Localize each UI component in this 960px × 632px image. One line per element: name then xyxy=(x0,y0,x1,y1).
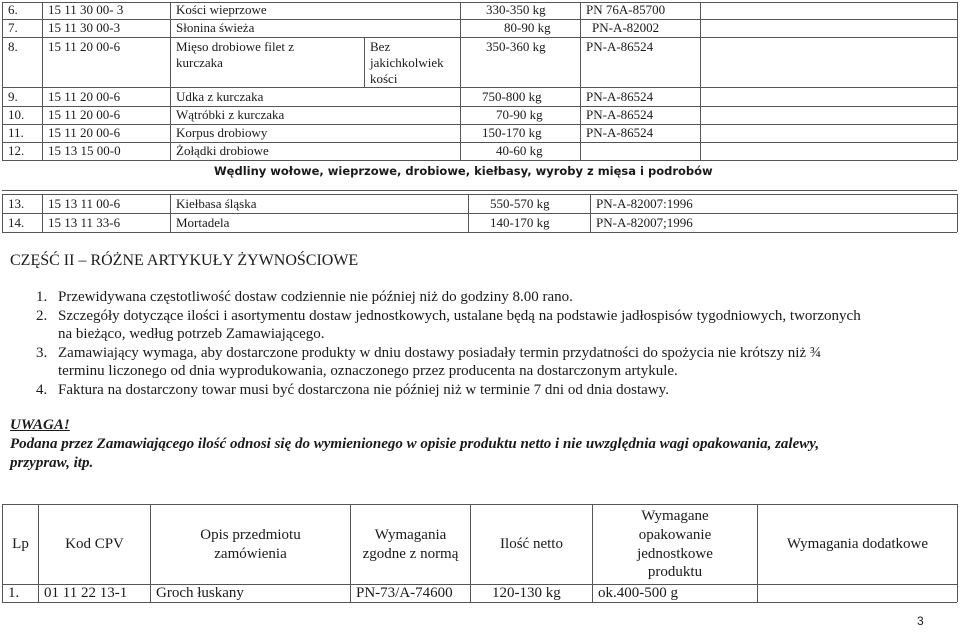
row-name: Kiełbasa śląska xyxy=(176,196,257,211)
row-cpv: 15 11 20 00-6 xyxy=(48,39,121,54)
row-name: Słonina świeża xyxy=(176,20,255,35)
row-pkg: PN-A-82007:1996 xyxy=(596,196,693,211)
row-cpv: 15 11 20 00-6 xyxy=(48,107,121,122)
row-pkg: ok.400-500 g xyxy=(598,585,678,601)
row-name-line1: Mięso drobiowe filet z xyxy=(176,39,295,54)
list-item-number: 1. xyxy=(36,289,48,305)
row-name: Żołądki drobiowe xyxy=(176,143,269,158)
row-cpv: 15 11 20 00-6 xyxy=(48,125,121,140)
row-name: Wątróbki z kurczaka xyxy=(176,107,285,122)
row-lp: 6. xyxy=(8,2,18,17)
list-item-number: 4. xyxy=(36,382,48,398)
list-item-text: Szczegóły dotyczące ilości i asortymentu dostaw jednostkowych, ustalane będą na podstawie jadłospisów tygodniowych, tworzonych xyxy=(58,308,861,324)
row-norm-line1: Bez xyxy=(370,39,391,54)
row-name-line2: kurczaka xyxy=(176,55,223,70)
row-name: Udka z kurczaka xyxy=(176,89,264,104)
row-qty: 120-130 kg xyxy=(492,585,561,601)
header-packaging-line1: Wymagane xyxy=(641,508,709,524)
warning-text-line1: Podana przez Zamawiającego ilość odnosi się do wymienionego w opisie produktu netto i nie uwzględnia wagi opakowania, zalewy, xyxy=(10,436,820,452)
row-lp: 10. xyxy=(8,107,25,122)
row-pkg: PN-A-82002 xyxy=(592,20,660,35)
part-2-heading: CZĘŚĆ II – RÓŻNE ARTYKUŁY ŻYWNOŚCIOWE xyxy=(10,252,359,269)
page-number: 3 xyxy=(917,614,924,628)
header-norm-line1: Wymagania xyxy=(374,526,447,543)
row-lp: 8. xyxy=(8,39,18,54)
header-lp-text: Lp xyxy=(12,536,29,553)
header-norm xyxy=(351,505,470,584)
row-cpv: 15 13 15 00-0 xyxy=(48,143,121,158)
header-quantity xyxy=(471,505,592,584)
row-pkg: PN 76A-85700 xyxy=(586,2,666,17)
row-qty: 40-60 kg xyxy=(496,143,543,158)
warning-text-line2: przypraw, itp. xyxy=(10,455,94,471)
row-lp: 7. xyxy=(8,20,18,35)
row-lp: 13. xyxy=(8,196,25,211)
row-pkg: PN-A-86524 xyxy=(586,89,654,104)
row-name: Kości wieprzowe xyxy=(176,2,267,17)
row-lp: 11. xyxy=(8,125,24,140)
header-description-line2: zamówienia xyxy=(214,545,287,562)
row-qty: 750-800 kg xyxy=(482,89,542,104)
row-cpv: 15 13 11 33-6 xyxy=(48,215,121,230)
list-item-text-cont: terminu liczonego od dnia wyprodukowania, oznaczonego przez producenta na dostarczonym artykule. xyxy=(58,363,678,379)
row-pkg: PN-A-86524 xyxy=(586,39,654,54)
row-name: Mortadela xyxy=(176,215,230,230)
header-packaging-line2: opakowanie xyxy=(638,526,712,543)
row-name: Groch łuskany xyxy=(156,585,244,601)
row-lp: 12. xyxy=(8,143,25,158)
header-norm-line2: zgodne z normą xyxy=(362,545,459,562)
header-packaging xyxy=(593,505,757,584)
section-title: Wędliny wołowe, wieprzowe, drobiowe, kiełbasy, wyroby z mięsa i podrobów xyxy=(214,164,713,178)
header-lp xyxy=(3,505,38,584)
header-packaging-line4: produktu xyxy=(647,564,703,581)
row-qty: 150-170 kg xyxy=(482,125,542,140)
list-item-number: 2. xyxy=(36,308,48,324)
warning-label: UWAGA! xyxy=(10,417,70,433)
row-cpv: 15 11 30 00-3 xyxy=(48,20,121,35)
row-lp: 14. xyxy=(8,215,25,230)
row-lp: 9. xyxy=(8,89,18,104)
row-pkg: PN-A-82007;1996 xyxy=(596,215,693,230)
header-cpv xyxy=(39,505,150,584)
row-cpv: 15 13 11 00-6 xyxy=(48,196,121,211)
row-qty: 140-170 kg xyxy=(490,215,550,230)
list-item-text: Przewidywana częstotliwość dostaw codziennie nie później niż do godziny 8.00 rano. xyxy=(58,289,573,305)
list-item-text: Zamawiający wymaga, aby dostarczone produkty w dniu dostawy posiadały termin przydatności do spożycia nie krótszy niż ¾ xyxy=(58,345,822,361)
row-qty: 550-570 kg xyxy=(490,196,550,211)
list-item-text-cont: na bieżąco, według potrzeb Zamawiającego. xyxy=(58,326,325,342)
header-cpv-text: Kod CPV xyxy=(65,536,124,553)
row-qty: 350-360 kg xyxy=(486,39,546,54)
row-qty: 330-350 kg xyxy=(486,2,546,17)
row-norm-line2: jakichkolwiek xyxy=(370,55,444,70)
row-lp: 1. xyxy=(8,585,20,601)
row-name: Korpus drobiowy xyxy=(176,125,268,140)
list-item-text: Faktura na dostarczony towar musi być dostarczona nie później niż w terminie 7 dni od dnia dostawy. xyxy=(58,382,669,398)
row-cpv: 01 11 22 13-1 xyxy=(44,585,128,601)
header-packaging-line3: jednostkowe xyxy=(637,545,713,562)
row-pkg: PN-A-86524 xyxy=(586,125,654,140)
row-norm: PN-73/A-74600 xyxy=(356,585,453,601)
header-quantity-text: Ilość netto xyxy=(500,536,563,553)
list-item-number: 3. xyxy=(36,345,48,361)
row-qty: 70-90 kg xyxy=(496,107,543,122)
row-cpv: 15 11 30 00- 3 xyxy=(48,2,124,17)
header-extra xyxy=(758,505,957,584)
header-description-line1: Opis przedmiotu xyxy=(200,526,301,543)
row-pkg: PN-A-86524 xyxy=(586,107,654,122)
row-norm-line3: kości xyxy=(370,71,398,86)
header-description xyxy=(151,505,350,584)
row-cpv: 15 11 20 00-6 xyxy=(48,89,121,104)
row-qty: 80-90 kg xyxy=(504,20,551,35)
header-extra-text: Wymagania dodatkowe xyxy=(786,536,929,553)
